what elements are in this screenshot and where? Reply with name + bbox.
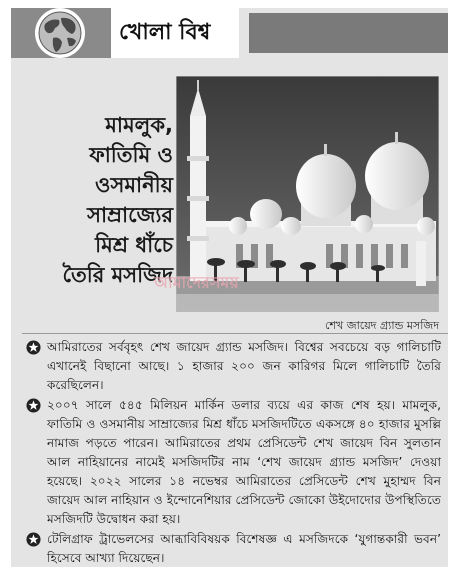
star-bullet-icon [26,340,41,355]
bullet-text: ২০০৭ সালে ৫৪৫ মিলিয়ন মার্কিন ডলার ব্যয়ে এর কাজ শেষ হয়। মামলুক, ফাতিমি ও ওসমানীয় সাম্রাজ্যের মিশ্র ধাঁচে মসজিদটিতে একসঙ্গে ৪০ হাজার মুসল্লি নামাজ পড়তে পারেন। আমিরাতের প্রথম প্রেসিডেন্ট শেখ জায়েদ বিন সুলতান আল নাহিয়ানের নামেই মসজিদটির নাম ‘শেখ জায়েদ গ্র্যান্ড মসজিদ’ দেওয়া হয়েছে। ২০২২ সালের ১৪ নভেম্বর আমিরাতের প্রেসিডেন্ট শেখ মুহাম্মদ বিন জায়েদ আল নাহিয়ান ও ইন্দোনেশিয়ার প্রেসিডেন্ট জোকো উইদোদোর উপস্থিতিতে মসজিদটি উদ্বোধন করা হয়। [47,398,441,526]
title-line: তৈরি মসজিদ [62,263,173,287]
bullet-item [23,530,441,568]
bullet-list [23,338,441,569]
watermark-text: আমাদেরসময় [154,273,239,292]
title-line: ওসমানীয় [95,173,173,197]
bullet-item [23,396,441,529]
photo-caption: শেখ জায়েদ গ্র্যান্ড মসজিদ [325,319,439,332]
title-line: ফাতিমি ও [89,143,173,167]
title-line: মামলুক, [105,113,173,137]
header-right-band [249,13,448,53]
section-title: খোলা বিশ্ব [111,8,239,58]
globe-icon [31,8,89,58]
bullet-text: টেলিগ্রাফ ট্রাভেলসের আব্ধাবিবিষয়ক বিশেষজ্ঞ এ মসজিদকে ‘যুগান্তকারী ভবন’ হিসেবে আখ্যা দিয়েছেন। [47,532,441,565]
article-title [17,110,173,290]
title-line: সাম্রাজ্যের [87,203,173,227]
bullet-item [23,338,441,395]
bullet-text: আমিরাতের সর্ববৃহৎ শেখ জায়েদ গ্র্যান্ড মসজিদ। বিশ্বের সবচেয়ে বড় গালিচাটি এখানেই বিছানো আছে। ১ হাজার ২০০ জন কারিগর মিলে গালিচাটি তৈরি করেছিলেন। [47,340,441,392]
section-header [11,8,448,58]
title-line: মিশ্র ধাঁচে [95,233,173,257]
caption-divider [22,333,448,334]
star-bullet-icon [26,398,41,413]
article-card [11,8,448,567]
star-bullet-icon [26,532,41,547]
